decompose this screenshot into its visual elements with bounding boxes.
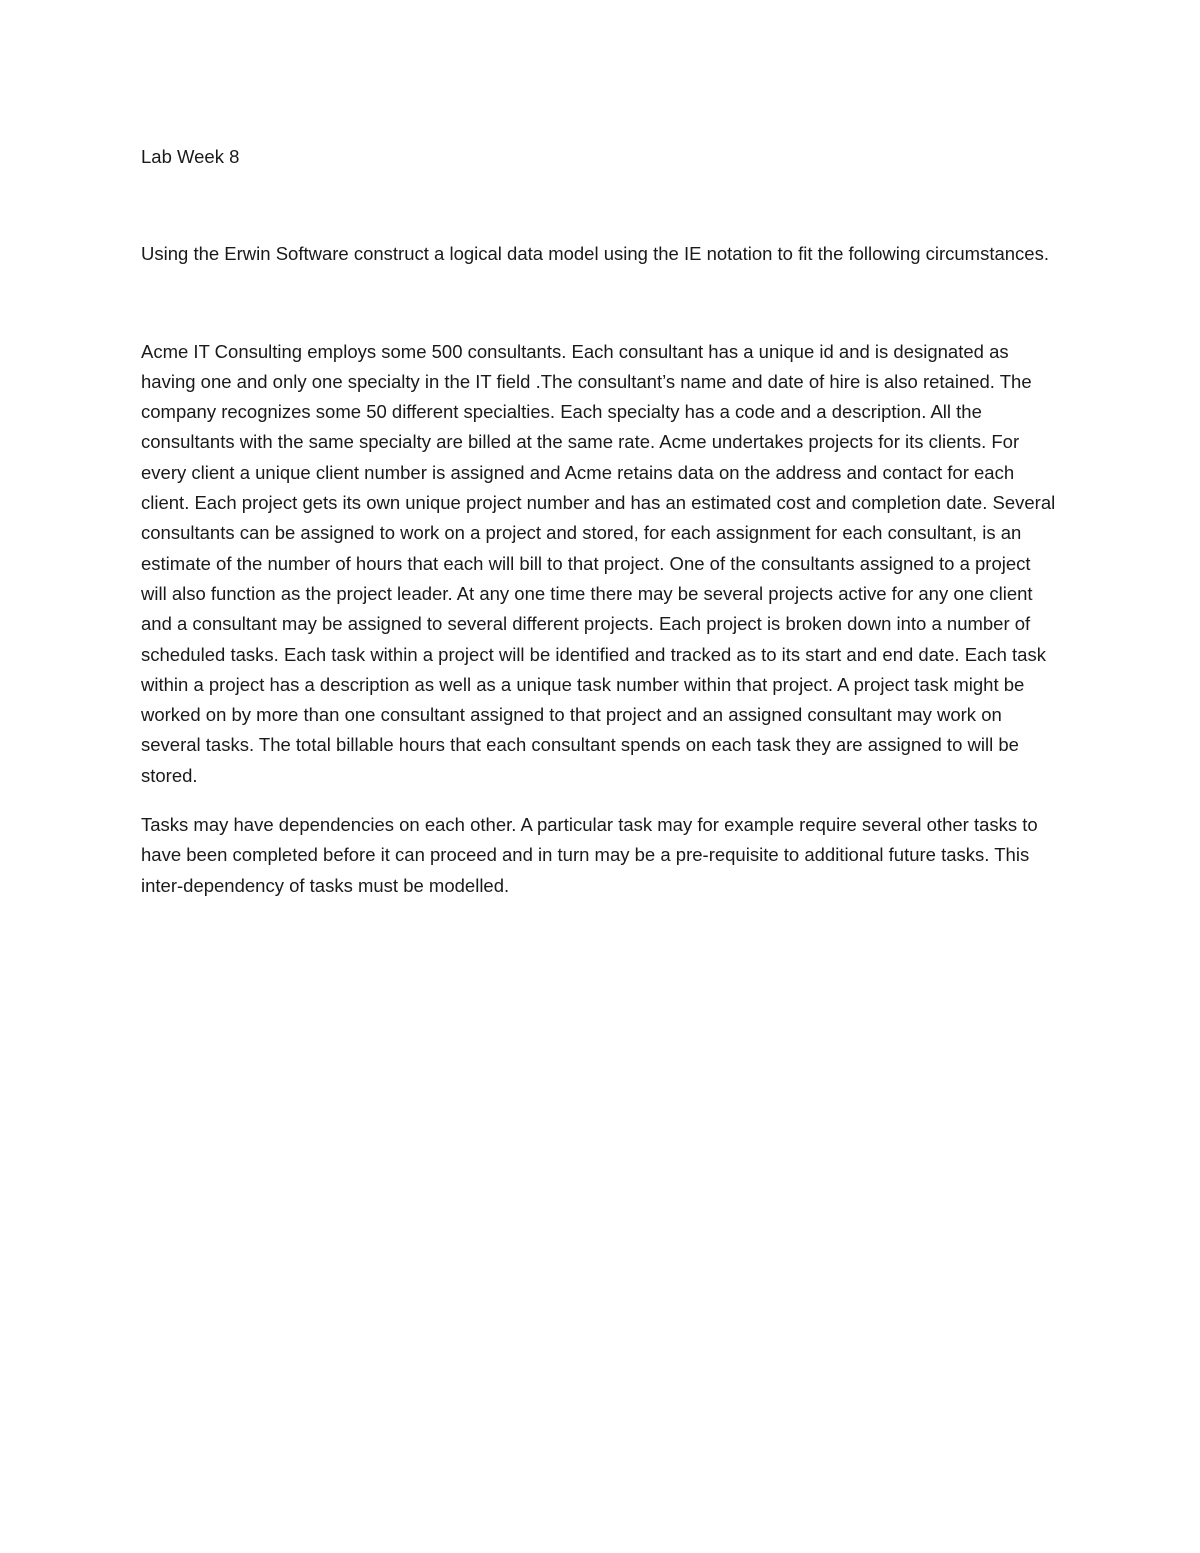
- instructions-paragraph: Using the Erwin Software construct a logical data model using the IE notation to fit the following circumstances.: [141, 243, 1049, 265]
- dependencies-paragraph: Tasks may have dependencies on each other. A particular task may for example require several other tasks to have been completed before it can proceed and in turn may be a pre-requisite to additional future tasks. This inter-dependency of tasks must be modelled.: [141, 814, 1038, 896]
- scenario-paragraph: Acme IT Consulting employs some 500 consultants. Each consultant has a unique id and is designated as having one and only one specialty in the IT field .The consultant’s name and date of hire is also retained. The company recognizes some 50 different specialties. Each specialty has a code and a description. All the consultants with the same specialty are billed at the same rate. Acme undertakes projects for its clients. For every client a unique client number is assigned and Acme retains data on the address and contact for each client. Each project gets its own unique project number and has an estimated cost and completion date. Several consultants can be assigned to work on a project and stored, for each assignment for each consultant, is an estimate of the number of hours that each will bill to that project. One of the consultants assigned to a project will also function as the project leader. At any one time there may be several projects active for any one client and a consultant may be assigned to several different projects. Each project is broken down into a number of scheduled tasks. Each task within a project will be identified and tracked as to its start and end date. Each task within a project has a description as well as a unique task number within that project. A project task might be worked on by more than one consultant assigned to that project and an assigned consultant may work on several tasks. The total billable hours that each consultant spends on each task they are assigned to will be stored.: [141, 340, 1056, 786]
- document-body: [141, 142, 1061, 901]
- document-title: Lab Week 8: [141, 146, 240, 167]
